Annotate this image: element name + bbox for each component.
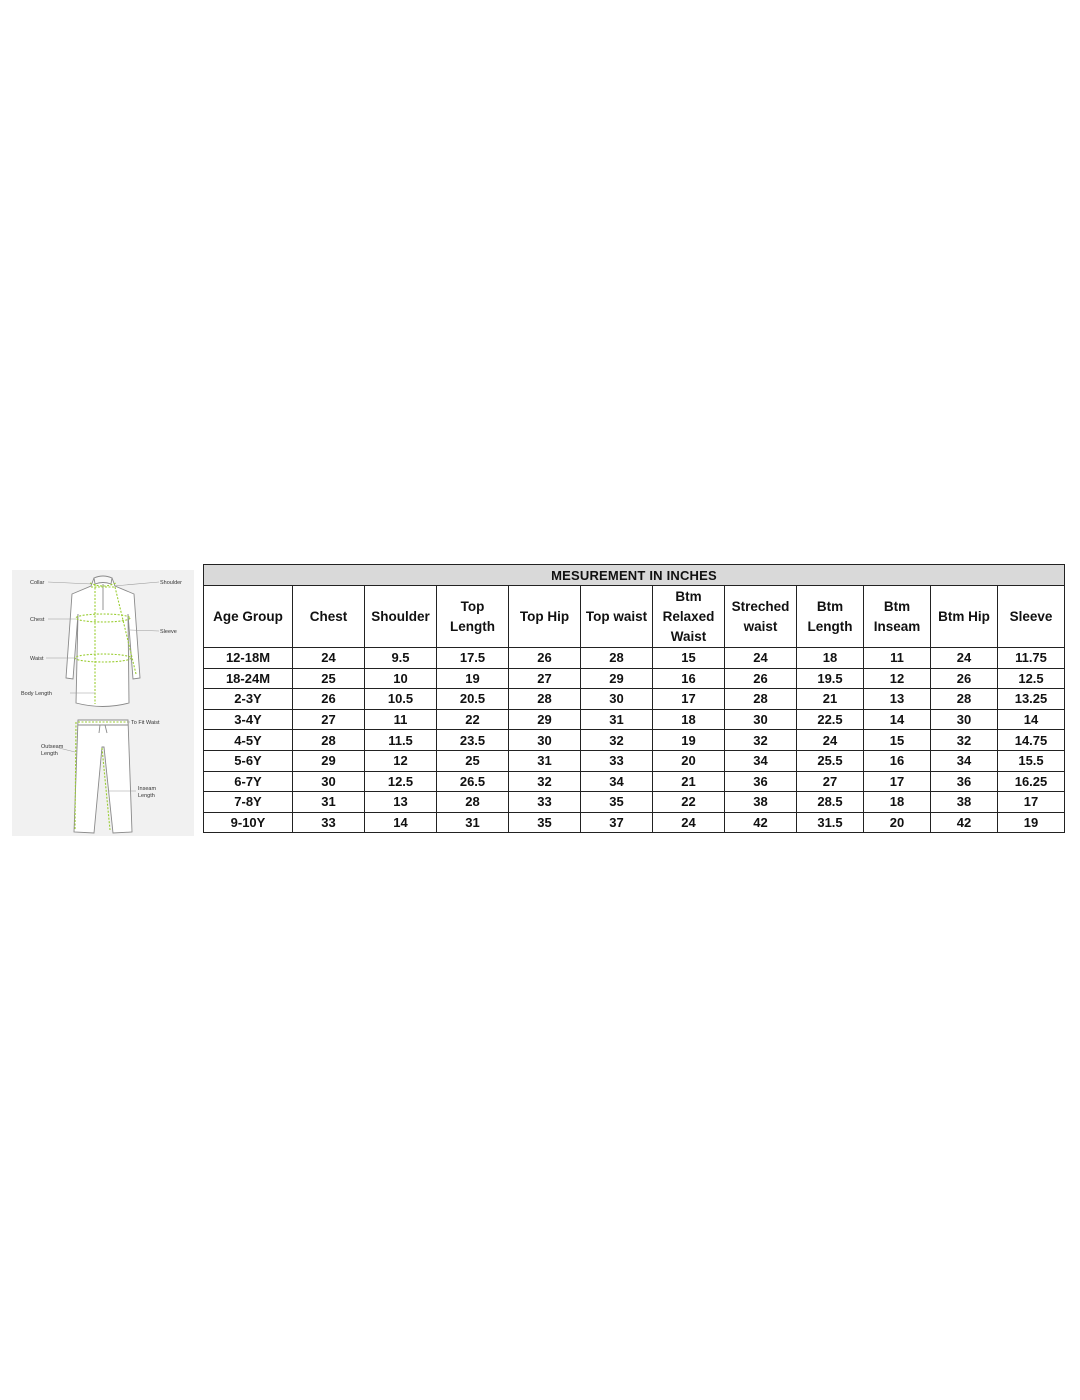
column-header-line: Top [460, 598, 485, 614]
measurement-cell: 22 [437, 709, 509, 730]
measurement-cell: 32 [581, 730, 653, 751]
column-header [437, 586, 509, 648]
measurement-cell: 18 [653, 709, 725, 730]
chest-label: Chest [30, 617, 45, 623]
measurement-cell: 19.5 [797, 668, 864, 689]
measurement-cell: 20.5 [437, 689, 509, 710]
kurta-outline [66, 576, 140, 707]
measurement-cell: 26 [931, 668, 998, 689]
age-group-cell: 12-18M [204, 648, 293, 669]
measurement-cell: 36 [725, 771, 797, 792]
measurement-cell: 33 [581, 750, 653, 771]
age-group-cell: 18-24M [204, 668, 293, 689]
measurement-cell: 25 [437, 750, 509, 771]
measurement-cell: 18 [864, 792, 931, 813]
measurement-cell: 11 [365, 709, 437, 730]
column-header-line: Top Hip [519, 608, 570, 624]
measurement-cell: 34 [931, 750, 998, 771]
measurement-cell: 26 [293, 689, 365, 710]
measurement-cell: 35 [509, 812, 581, 833]
measurement-cell: 9.5 [365, 648, 437, 669]
measurement-cell: 17 [998, 792, 1065, 813]
table-row [204, 771, 1065, 792]
measurement-cell: 12 [864, 668, 931, 689]
measurement-cell: 12.5 [365, 771, 437, 792]
measurement-cell: 42 [931, 812, 998, 833]
measurement-cell: 12 [365, 750, 437, 771]
age-group-cell: 2-3Y [204, 689, 293, 710]
waist-label: Waist [30, 656, 44, 662]
measurement-cell: 24 [797, 730, 864, 751]
measurement-cell: 21 [797, 689, 864, 710]
measurement-cell: 10.5 [365, 689, 437, 710]
measurement-cell: 32 [509, 771, 581, 792]
measurement-cell: 19 [653, 730, 725, 751]
measurement-cell: 13 [365, 792, 437, 813]
measurement-cell: 16.25 [998, 771, 1065, 792]
size-chart [203, 564, 1065, 833]
measurement-cell: 17 [864, 771, 931, 792]
age-group-cell: 4-5Y [204, 730, 293, 751]
measurement-cell: 27 [293, 709, 365, 730]
column-header-line: Age Group [213, 608, 283, 624]
measurement-cell: 28 [931, 689, 998, 710]
column-header [725, 586, 797, 648]
column-header-line: Sleeve [1009, 608, 1053, 624]
to-fit-waist-label: To Fit Waist [131, 720, 160, 726]
measurement-cell: 24 [725, 648, 797, 669]
table-row [204, 792, 1065, 813]
measurement-cell: 14.75 [998, 730, 1065, 751]
table-title: MESUREMENT IN INCHES [204, 565, 1065, 586]
column-header [998, 586, 1065, 648]
measurement-cell: 36 [931, 771, 998, 792]
measurement-cell: 19 [437, 668, 509, 689]
column-header-line: Top waist [585, 608, 648, 624]
measurement-cell: 24 [293, 648, 365, 669]
measurement-cell: 22.5 [797, 709, 864, 730]
table-row [204, 668, 1065, 689]
column-header [797, 586, 864, 648]
measurement-cell: 27 [797, 771, 864, 792]
measurement-cell: 25.5 [797, 750, 864, 771]
measurement-cell: 21 [653, 771, 725, 792]
age-group-cell: 3-4Y [204, 709, 293, 730]
measurement-cell: 31 [437, 812, 509, 833]
measurement-cell: 19 [998, 812, 1065, 833]
collar-label: Collar [30, 580, 45, 586]
age-group-cell: 7-8Y [204, 792, 293, 813]
measurement-cell: 32 [725, 730, 797, 751]
outseam-length-label-line2: Length [41, 751, 58, 757]
column-header-line: Btm [816, 598, 844, 614]
table-row [204, 750, 1065, 771]
measurement-cell: 24 [653, 812, 725, 833]
measurement-cell: 27 [509, 668, 581, 689]
measurement-cell: 31 [509, 750, 581, 771]
measurement-cell: 14 [365, 812, 437, 833]
outseam-length-label-line1: Outseam [41, 744, 64, 750]
age-group-cell: 6-7Y [204, 771, 293, 792]
size-chart-table [203, 564, 1065, 833]
measurement-cell: 28 [437, 792, 509, 813]
measurement-cell: 25 [293, 668, 365, 689]
column-header-line: Relaxed [662, 608, 715, 624]
inseam-length-label-line2: Length [138, 793, 155, 799]
column-header [581, 586, 653, 648]
column-header-line: Length [807, 618, 853, 634]
column-header [864, 586, 931, 648]
measurement-cell: 34 [581, 771, 653, 792]
column-header [204, 586, 293, 648]
measurement-cell: 24 [931, 648, 998, 669]
table-row [204, 709, 1065, 730]
measurement-cell: 34 [725, 750, 797, 771]
body-length-label: Body Length [21, 691, 52, 697]
age-group-cell: 5-6Y [204, 750, 293, 771]
measurement-cell: 28 [725, 689, 797, 710]
column-header-line: Chest [309, 608, 348, 624]
measurement-cell: 30 [509, 730, 581, 751]
measurement-cell: 13.25 [998, 689, 1065, 710]
measurement-cell: 30 [293, 771, 365, 792]
measurement-cell: 26 [509, 648, 581, 669]
measurement-cell: 35 [581, 792, 653, 813]
column-header-line: Btm [675, 588, 702, 604]
measurement-cell: 15.5 [998, 750, 1065, 771]
measurement-cell: 28.5 [797, 792, 864, 813]
pants-outline [74, 720, 132, 833]
column-header-line: Shoulder [371, 608, 430, 624]
measurement-cell: 22 [653, 792, 725, 813]
measurement-cell: 14 [864, 709, 931, 730]
measurement-cell: 20 [653, 750, 725, 771]
measurement-cell: 10 [365, 668, 437, 689]
measurement-cell: 18 [797, 648, 864, 669]
column-header-line: Btm Hip [938, 608, 990, 624]
column-header-line: waist [743, 618, 778, 634]
inseam-length-label-line1: Inseam [138, 786, 157, 792]
age-group-cell: 9-10Y [204, 812, 293, 833]
column-header-line: Inseam [873, 618, 921, 634]
measurement-cell: 12.5 [998, 668, 1065, 689]
measurement-cell: 20 [864, 812, 931, 833]
sleeve-label: Sleeve [160, 629, 177, 635]
garment-measurement-diagram [12, 570, 194, 836]
measurement-cell: 17 [653, 689, 725, 710]
measurement-cell: 16 [653, 668, 725, 689]
measurement-cell: 31 [293, 792, 365, 813]
table-row [204, 689, 1065, 710]
measurement-cell: 11.75 [998, 648, 1065, 669]
measurement-cell: 11 [864, 648, 931, 669]
measurement-cell: 29 [581, 668, 653, 689]
measurement-cell: 29 [293, 750, 365, 771]
measurement-cell: 28 [509, 689, 581, 710]
measurement-cell: 26.5 [437, 771, 509, 792]
measurement-cell: 11.5 [365, 730, 437, 751]
measurement-cell: 16 [864, 750, 931, 771]
measurement-cell: 29 [509, 709, 581, 730]
measurement-cell: 31 [581, 709, 653, 730]
shoulder-label: Shoulder [160, 580, 183, 586]
measurement-cell: 33 [293, 812, 365, 833]
measurement-cell: 14 [998, 709, 1065, 730]
column-header-line: Waist [670, 628, 707, 644]
measurement-cell: 26 [725, 668, 797, 689]
measurement-cell: 37 [581, 812, 653, 833]
measurement-cell: 30 [725, 709, 797, 730]
column-header [931, 586, 998, 648]
measurement-cell: 30 [581, 689, 653, 710]
column-header [293, 586, 365, 648]
measurement-cell: 13 [864, 689, 931, 710]
column-header [509, 586, 581, 648]
measurement-cell: 31.5 [797, 812, 864, 833]
measurement-cell: 38 [725, 792, 797, 813]
measurement-cell: 17.5 [437, 648, 509, 669]
column-header-line: Length [450, 618, 495, 634]
table-row [204, 812, 1065, 833]
measurement-cell: 38 [931, 792, 998, 813]
column-header [365, 586, 437, 648]
measurement-cell: 32 [931, 730, 998, 751]
table-row [204, 648, 1065, 669]
table-body [204, 648, 1065, 833]
column-header-line: Btm [883, 598, 911, 614]
measurement-cell: 30 [931, 709, 998, 730]
measurement-cell: 15 [653, 648, 725, 669]
measurement-cell: 33 [509, 792, 581, 813]
table-header-row [204, 586, 1065, 648]
measurement-cell: 28 [293, 730, 365, 751]
column-header [653, 586, 725, 648]
table-row [204, 730, 1065, 751]
column-header-line: Streched [731, 598, 790, 614]
measurement-cell: 15 [864, 730, 931, 751]
measurement-cell: 28 [581, 648, 653, 669]
measurement-cell: 42 [725, 812, 797, 833]
measurement-cell: 23.5 [437, 730, 509, 751]
